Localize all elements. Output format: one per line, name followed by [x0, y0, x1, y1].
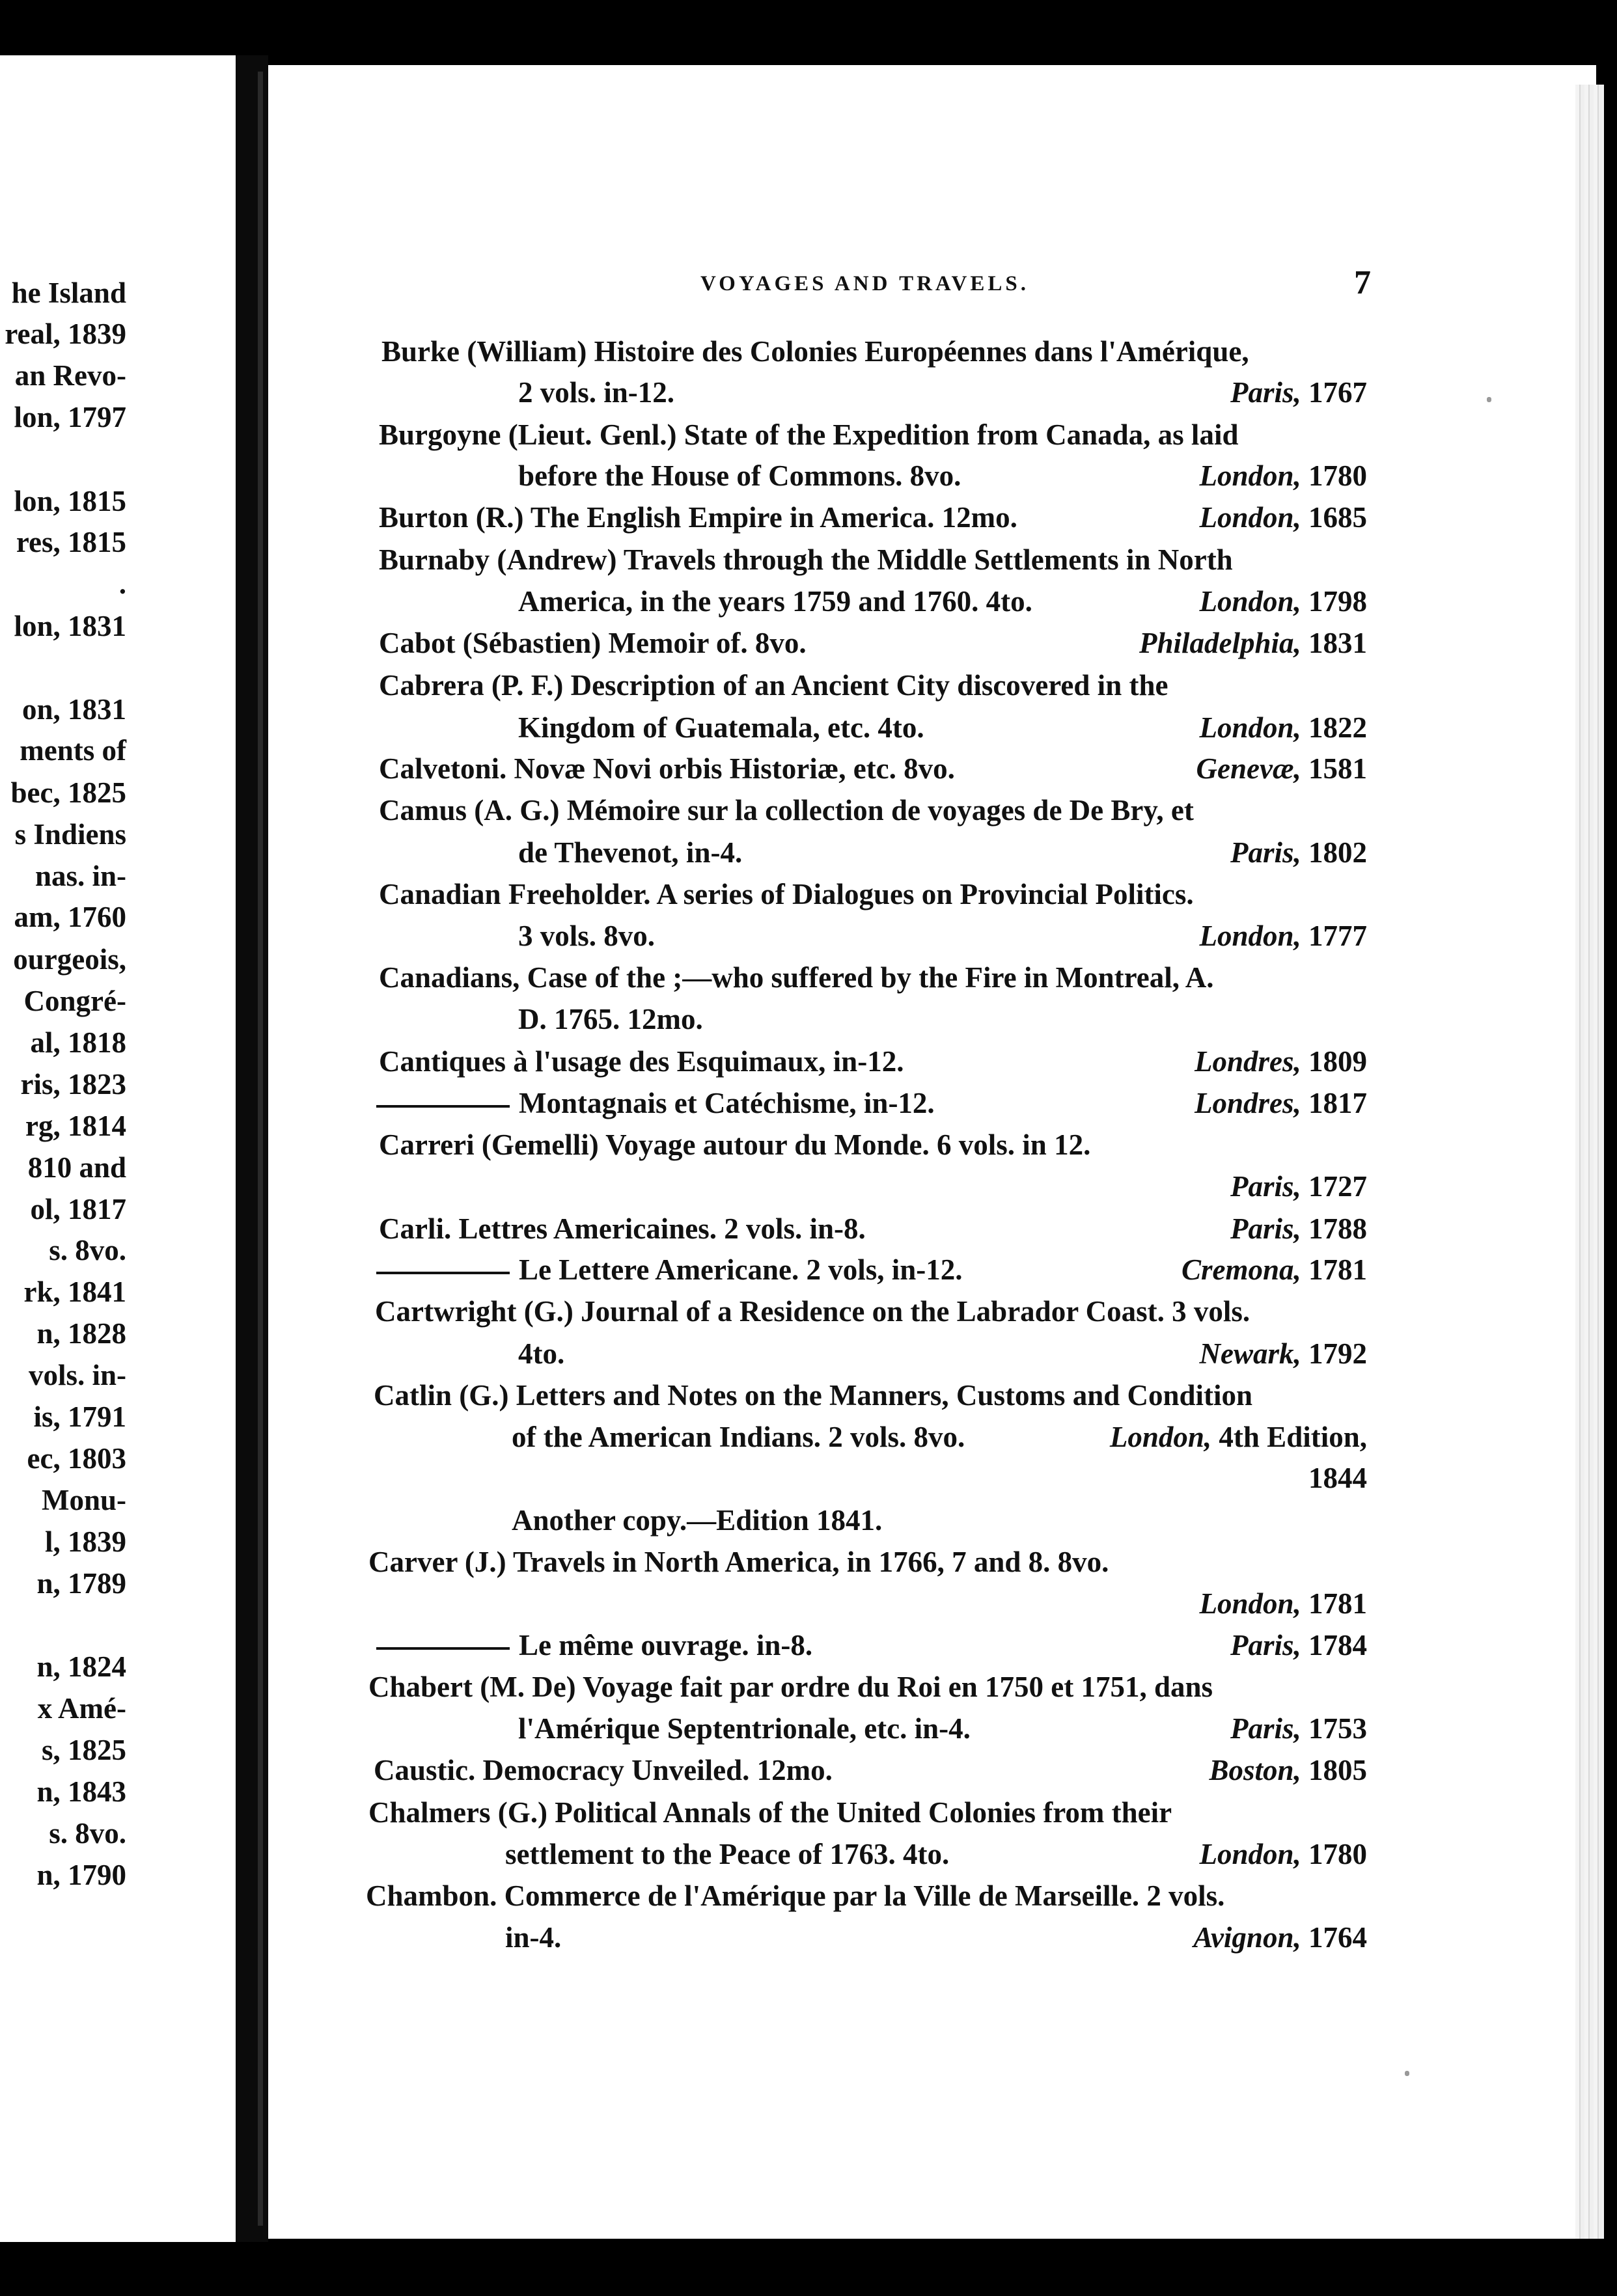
entry-text: Calvetoni. Novæ Novi orbis Historiæ, etc. 8vo.: [379, 752, 955, 785]
entry-line: [518, 1710, 971, 1747]
entry-text: 3 vols. 8vo.: [518, 920, 656, 952]
entry-year: 1817: [1308, 1087, 1367, 1119]
entry-line: [518, 583, 1032, 620]
entry-line: [374, 1377, 1252, 1414]
entry-text: 4to.: [518, 1337, 565, 1370]
entry-line: [379, 792, 1194, 828]
entry-text: America, in the years 1759 and 1760. 4to.: [518, 585, 1032, 618]
left-page-line: .: [118, 567, 126, 600]
entry-line: [512, 1502, 882, 1538]
entry-text: Le même ouvrage. in-8.: [519, 1629, 813, 1661]
entry-year: 1685: [1308, 501, 1367, 534]
entry-line: [518, 374, 674, 411]
ditto-rule: [376, 1105, 510, 1108]
entry-line: [518, 709, 924, 746]
entry-line: [379, 667, 1168, 704]
entry-line: [518, 1001, 703, 1037]
entry-text: Le Lettere Americane. 2 vols, in-12.: [519, 1253, 963, 1286]
left-page-line: s. 8vo.: [49, 1234, 126, 1266]
left-page-line: Congré-: [23, 985, 126, 1017]
entry-place: London,: [1199, 1587, 1301, 1620]
entry-place: Philadelphia,: [1139, 627, 1301, 659]
left-page-line: rk, 1841: [23, 1276, 126, 1308]
entry-imprint: [1182, 1251, 1367, 1288]
entry-place: Paris,: [1230, 1170, 1301, 1203]
entry-text: Kingdom of Guatemala, etc. 4to.: [518, 711, 924, 744]
entry-place: Cremona,: [1181, 1253, 1301, 1286]
entry-place: London,: [1109, 1421, 1212, 1453]
entry-place: Newark,: [1199, 1337, 1301, 1370]
left-page-line: n, 1790: [36, 1859, 126, 1891]
entry-imprint: [1308, 1460, 1367, 1496]
entry-line: [376, 1627, 812, 1663]
entry-text: Camus (A. G.) Mémoire sur la collection de voyages de De Bry, et: [379, 794, 1194, 827]
entry-text: de Thevenot, in-4.: [518, 836, 743, 869]
entry-place: Genevæ,: [1196, 752, 1301, 785]
entry-imprint: [1230, 1710, 1367, 1747]
entry-line: [379, 876, 1194, 912]
entry-line: [375, 1293, 1250, 1330]
left-page-line: s Indiens: [14, 818, 126, 851]
left-page-line: x Amé-: [37, 1692, 126, 1725]
entry-year: 1798: [1308, 585, 1367, 618]
entry-imprint: [1199, 709, 1367, 746]
gutter-shadow: [258, 72, 263, 2226]
entry-imprint: [1230, 1210, 1367, 1247]
left-page-line: ol, 1817: [30, 1193, 126, 1225]
entry-imprint: [1209, 1752, 1367, 1788]
entry-place: Paris,: [1230, 376, 1301, 409]
entry-place: Paris,: [1230, 1629, 1301, 1661]
entry-text: Cantiques à l'usage des Esquimaux, in-12.: [379, 1045, 904, 1078]
entry-line: [379, 750, 955, 787]
entry-text: settlement to the Peace of 1763. 4to.: [505, 1838, 950, 1870]
left-page-line: am, 1760: [14, 901, 126, 933]
entry-text: 2 vols. in-12.: [518, 376, 675, 409]
left-page-line: n, 1789: [36, 1567, 126, 1600]
entry-text: Carver (J.) Travels in North America, in 1766, 7 and 8. 8vo.: [368, 1546, 1109, 1578]
entry-year: 4th Edition,: [1219, 1421, 1367, 1453]
left-page-line: lon, 1831: [14, 610, 126, 642]
entry-year: 1784: [1308, 1629, 1367, 1661]
entry-text: in-4.: [505, 1921, 562, 1954]
left-page-line: lon, 1815: [14, 485, 126, 517]
entry-text: Montagnais et Catéchisme, in-12.: [519, 1087, 935, 1119]
ditto-rule: [376, 1272, 510, 1274]
page-edges: [1575, 85, 1604, 2239]
entry-line: [505, 1836, 949, 1872]
left-page-line: al, 1818: [30, 1026, 126, 1059]
entry-text: Chabert (M. De) Voyage fait par ordre du Roi en 1750 et 1751, dans: [368, 1671, 1213, 1703]
entry-text: Burgoyne (Lieut. Genl.) State of the Expedition from Canada, as laid: [379, 418, 1239, 451]
entry-place: London,: [1199, 585, 1301, 618]
entry-line: [379, 1127, 1090, 1163]
entry-line: [379, 625, 807, 661]
entry-text: l'Amérique Septentrionale, etc. in-4.: [518, 1712, 971, 1745]
entry-text: Cabot (Sébastien) Memoir of. 8vo.: [379, 627, 807, 659]
entry-year: 1753: [1308, 1712, 1367, 1745]
left-page-line: real, 1839: [5, 318, 126, 350]
entry-text: Chalmers (G.) Political Annals of the United Colonies from their: [368, 1796, 1172, 1829]
left-page-line: he Island: [11, 277, 126, 309]
entry-place: London,: [1199, 1838, 1301, 1870]
left-page-line: an Revo-: [14, 359, 126, 392]
entry-line: [512, 1419, 965, 1455]
entry-year: 1764: [1308, 1921, 1367, 1954]
entry-line: [518, 918, 655, 954]
entry-year: 1809: [1308, 1045, 1367, 1078]
entry-imprint: [1230, 834, 1367, 871]
entry-text: Cartwright (G.) Journal of a Residence on the Labrador Coast. 3 vols.: [375, 1295, 1251, 1328]
entry-line: [379, 1043, 904, 1080]
left-page-line: is, 1791: [33, 1401, 126, 1433]
entry-year: 1767: [1308, 376, 1367, 409]
entry-place: Avignon,: [1193, 1921, 1301, 1954]
entry-line: [379, 417, 1238, 453]
left-page-line: n, 1824: [36, 1650, 126, 1683]
entry-line: [505, 1919, 561, 1956]
left-page-line: res, 1815: [16, 526, 126, 558]
entry-imprint: [1196, 750, 1367, 787]
entry-text: Another copy.—Edition 1841.: [512, 1504, 883, 1537]
entry-line: [518, 1335, 564, 1372]
entry-year: 1831: [1308, 627, 1367, 659]
book-gutter: [236, 55, 268, 2242]
entry-imprint: [1200, 1335, 1368, 1372]
left-page-line: n, 1843: [36, 1775, 126, 1808]
left-page-line: vols. in-: [28, 1359, 126, 1391]
entry-text: Carli. Lettres Americaines. 2 vols. in-8.: [379, 1212, 866, 1245]
entry-line: [381, 333, 1249, 370]
entry-line: [379, 959, 1214, 996]
entry-year: 1781: [1308, 1253, 1367, 1286]
entry-line: [368, 1544, 1109, 1580]
left-page-line: s, 1825: [41, 1734, 126, 1766]
left-page-line: ourgeois,: [13, 943, 126, 976]
entry-line: [374, 1752, 833, 1788]
left-page-line: ec, 1803: [27, 1442, 126, 1475]
running-head: VOYAGES AND TRAVELS.: [700, 272, 1029, 295]
left-page-line: l, 1839: [44, 1525, 126, 1558]
entry-imprint: [1230, 1627, 1367, 1663]
entry-year: 1780: [1308, 459, 1367, 492]
entry-line: [518, 458, 961, 494]
entry-line: [376, 1251, 963, 1288]
entry-line: [379, 1210, 866, 1247]
entry-imprint: [1195, 1085, 1367, 1121]
entry-place: London,: [1199, 459, 1301, 492]
entry-year: 1805: [1308, 1754, 1367, 1786]
entry-text: D. 1765. 12mo.: [518, 1003, 703, 1035]
entry-text: before the House of Commons. 8vo.: [518, 459, 961, 492]
entry-place: Paris,: [1230, 1212, 1301, 1245]
entry-line: [368, 1794, 1172, 1831]
entry-imprint: [1139, 625, 1367, 661]
left-facing-page: [0, 55, 236, 2242]
entry-year: 1727: [1308, 1170, 1367, 1203]
scan-speck: [1487, 397, 1491, 402]
entry-place: Paris,: [1230, 836, 1301, 869]
entry-place: Londres,: [1194, 1087, 1301, 1119]
entry-year: 1802: [1308, 836, 1367, 869]
entry-imprint: [1193, 1919, 1367, 1956]
left-page-line: nas. in-: [35, 860, 126, 892]
entry-imprint: [1195, 1043, 1367, 1080]
entry-imprint: [1199, 458, 1367, 494]
entry-imprint: [1110, 1419, 1367, 1455]
entry-imprint: [1199, 1836, 1367, 1872]
left-page-line: n, 1828: [36, 1317, 126, 1350]
entry-line: [379, 541, 1233, 578]
entry-place: London,: [1199, 501, 1301, 534]
page-number: 7: [1354, 264, 1371, 301]
entry-imprint: [1230, 1168, 1367, 1205]
entry-year: 1822: [1308, 711, 1367, 744]
entry-place: Boston,: [1209, 1754, 1301, 1786]
ditto-rule: [376, 1647, 510, 1650]
entry-text: Carreri (Gemelli) Voyage autour du Monde. 6 vols. in 12.: [379, 1128, 1091, 1161]
entry-place: London,: [1199, 920, 1301, 952]
entry-text: Chambon. Commerce de l'Amérique par la Ville de Marseille. 2 vols.: [366, 1879, 1225, 1912]
entry-line: [518, 834, 742, 871]
entry-place: Paris,: [1230, 1712, 1301, 1745]
entry-line: [368, 1669, 1213, 1705]
entry-text: Burton (R.) The English Empire in America. 12mo.: [379, 501, 1017, 534]
entry-imprint: [1230, 374, 1367, 411]
entry-year: 1777: [1308, 920, 1367, 952]
entry-text: Canadians, Case of the ;—who suffered by the Fire in Montreal, A.: [379, 961, 1214, 994]
entry-imprint: [1199, 499, 1367, 536]
entry-line: [366, 1878, 1224, 1914]
entry-year: 1792: [1308, 1337, 1367, 1370]
entry-year: 1581: [1308, 752, 1367, 785]
entry-year: 1780: [1308, 1838, 1367, 1870]
left-page-line: ments of: [20, 734, 126, 767]
scan-speck: [1405, 2071, 1409, 2076]
entry-imprint: [1199, 583, 1367, 620]
entry-text: Burnaby (Andrew) Travels through the Middle Settlements in North: [379, 543, 1233, 576]
entry-year: 1788: [1308, 1212, 1367, 1245]
entry-line: [376, 1085, 935, 1121]
entry-imprint: [1199, 918, 1367, 954]
left-page-line: lon, 1797: [14, 401, 126, 433]
entry-text: Caustic. Democracy Unveiled. 12mo.: [374, 1754, 833, 1786]
entry-text: Canadian Freeholder. A series of Dialogues on Provincial Politics.: [379, 878, 1194, 910]
entry-imprint: [1199, 1585, 1367, 1622]
entry-text: Burke (William) Histoire des Colonies Européennes dans l'Amérique,: [381, 335, 1249, 368]
left-page-line: ris, 1823: [20, 1068, 126, 1100]
entry-text: Cabrera (P. F.) Description of an Ancient City discovered in the: [379, 669, 1168, 702]
left-page-line: rg, 1814: [25, 1110, 126, 1142]
entry-year: 1844: [1308, 1462, 1367, 1494]
entry-text: of the American Indians. 2 vols. 8vo.: [512, 1421, 965, 1453]
left-page-line: on, 1831: [21, 693, 126, 726]
left-page-line: Monu-: [41, 1484, 126, 1516]
entry-place: Londres,: [1194, 1045, 1301, 1078]
left-page-line: bec, 1825: [10, 776, 126, 809]
entry-year: 1781: [1308, 1587, 1367, 1620]
entry-place: London,: [1199, 711, 1301, 744]
entry-line: [379, 499, 1017, 536]
left-page-line: 810 and: [27, 1151, 126, 1184]
entry-text: Catlin (G.) Letters and Notes on the Manners, Customs and Condition: [374, 1379, 1253, 1412]
left-page-line: s. 8vo.: [49, 1817, 126, 1850]
